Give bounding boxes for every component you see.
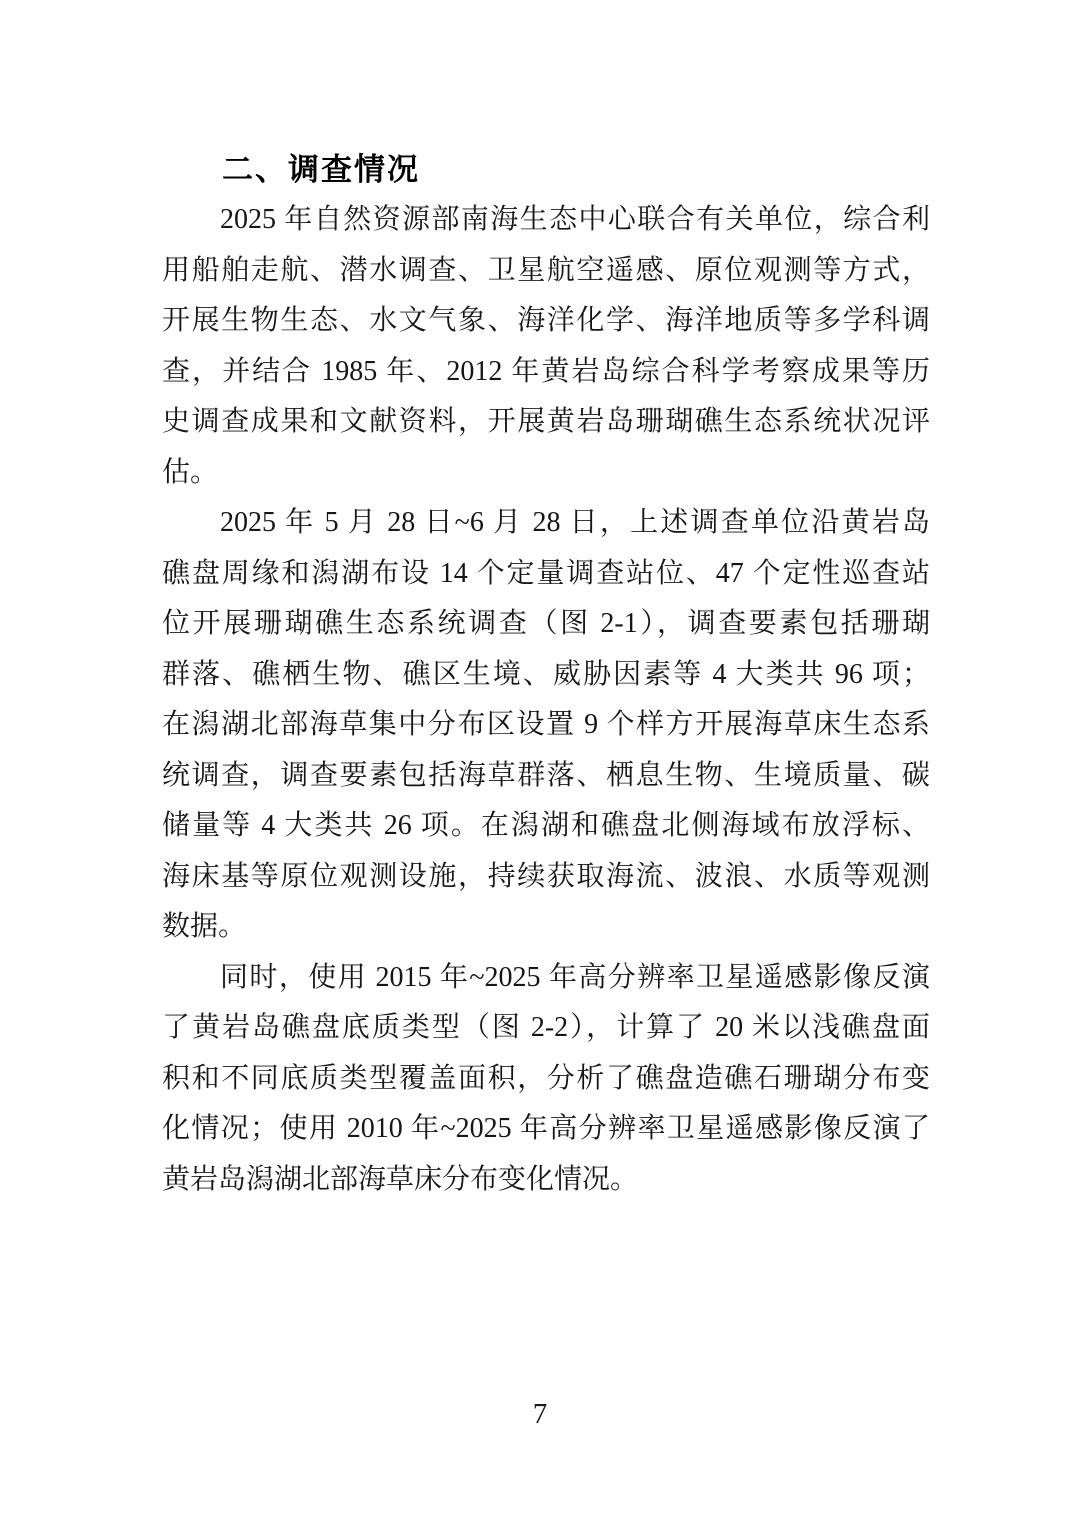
paragraph-line: 了黄岩岛礁盘底质类型（图 2-2），计算了 20 米以浅礁盘面 [162,1012,930,1043]
paragraph-line: 储量等 4 大类共 26 项。在潟湖和礁盘北侧海域布放浮标、 [162,810,930,841]
document-body [162,144,930,1205]
paragraph-line: 史调查成果和文献资料，开展黄岩岛珊瑚礁生态系统状况评 [162,406,930,437]
paragraph-line: 化情况；使用 2010 年~2025 年高分辨率卫星遥感影像反演了 [162,1113,930,1144]
page-number: 7 [532,1398,548,1430]
paragraph [162,953,930,1206]
paragraph-line: 礁盘周缘和潟湖布设 14 个定量调查站位、47 个定性巡查站 [162,557,930,589]
paragraph-line: 数据。 [162,911,247,942]
paragraph-line: 黄岩岛潟湖北部海草床分布变化情况。 [162,1163,639,1195]
paragraph [162,195,930,498]
paragraph [162,498,930,953]
paragraph-line: 同时，使用 2015 年~2025 年高分辨率卫星遥感影像反演 [220,961,930,993]
paragraph-line: 估。 [162,456,219,488]
paragraph-line: 用船舶走航、潜水调查、卫星航空遥感、原位观测等方式， [162,254,930,286]
paragraph-line: 统调查，调查要素包括海草群落、栖息生物、生境质量、碳 [162,759,930,791]
paragraph-line: 积和不同底质类型覆盖面积，分析了礁盘造礁石珊瑚分布变 [162,1062,930,1094]
section-heading: 二、调查情况 [222,152,420,187]
paragraph-line: 海床基等原位观测设施，持续获取海流、波浪、水质等观测 [162,860,930,892]
paragraph-line: 位开展珊瑚礁生态系统调查（图 2-1），调查要素包括珊瑚 [162,608,930,639]
paragraph-line: 2025 年 5 月 28 日~6 月 28 日，上述调查单位沿黄岩岛 [220,507,930,538]
paragraph-line: 2025 年自然资源部南海生态中心联合有关单位，综合利 [220,204,930,235]
paragraph-line: 在潟湖北部海草集中分布区设置 9 个样方开展海草床生态系 [162,709,930,740]
paragraph-line: 查，并结合 1985 年、2012 年黄岩岛综合科学考察成果等历 [162,355,930,387]
paragraphs-container [162,195,930,1205]
paragraph-line: 群落、礁栖生物、礁区生境、威胁因素等 4 大类共 96 项； [162,658,930,690]
paragraph-line: 开展生物生态、水文气象、海洋化学、海洋地质等多学科调 [162,305,930,336]
